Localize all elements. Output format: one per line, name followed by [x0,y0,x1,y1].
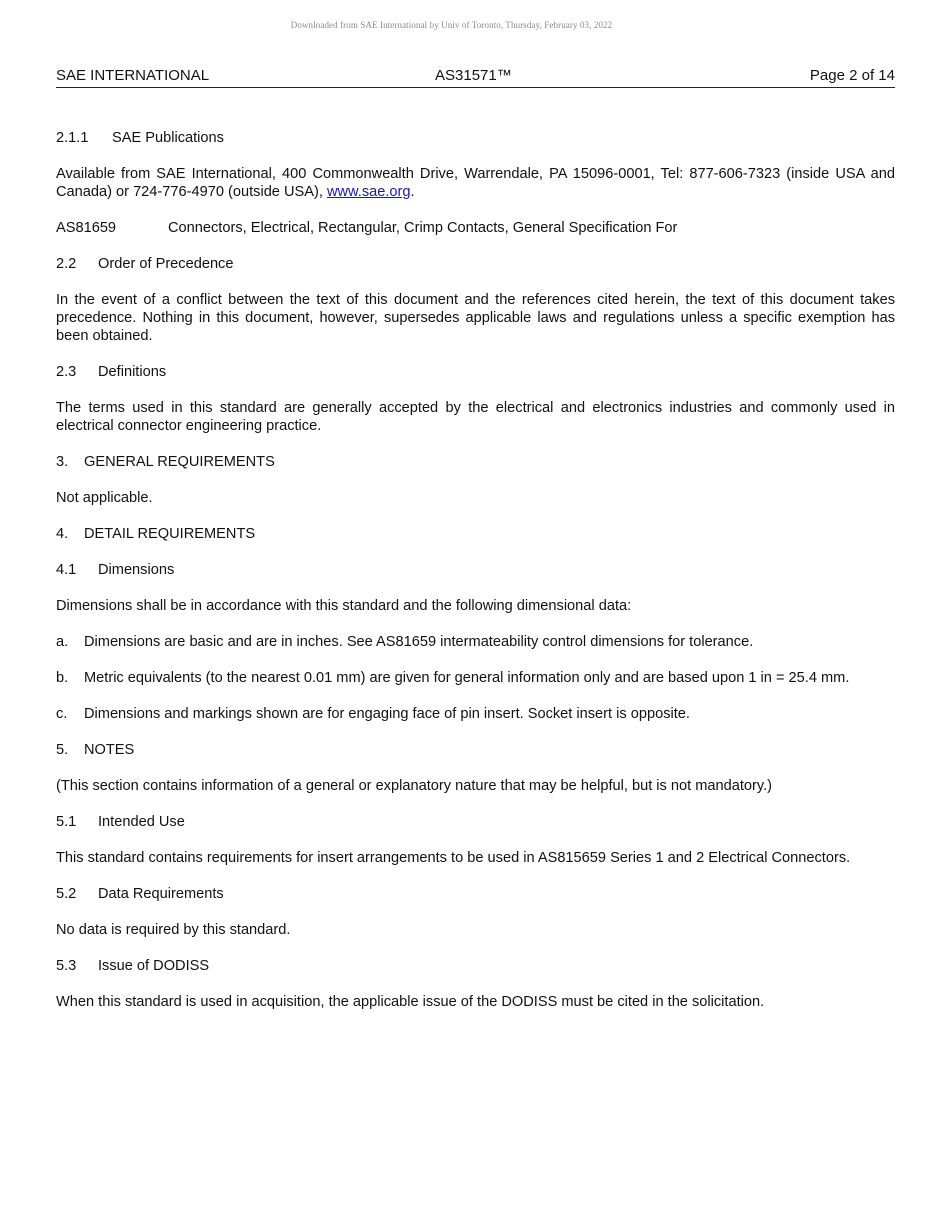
header-document-id: AS31571™ [435,67,512,84]
section-2-2-paragraph: In the event of a conflict between the text of this document and the references cited herein, the text of this document takes precedence. Nothing in this document, however, supersedes applicable laws and regulations unless a specific exemption has been obtained. [56,292,895,344]
section-title: Issue of DODISS [98,958,210,974]
list-item [56,669,895,687]
section-2-2-heading [56,255,895,273]
list-marker: c. [56,706,68,722]
section-number: 2.3 [56,364,77,380]
section-3-paragraph: Not applicable. [56,490,153,506]
reference-entry [56,219,895,237]
section-5-2-paragraph: No data is required by this standard. [56,922,291,938]
section-title: Intended Use [98,814,185,830]
section-title: DETAIL REQUIREMENTS [84,526,256,542]
section-title: Definitions [98,364,167,380]
section-2-1-1-paragraph [56,165,895,201]
section-4-1-paragraph: Dimensions shall be in accordance with this standard and the following dimensional data: [56,598,632,614]
section-number: 3. [56,454,69,470]
section-title: Dimensions [98,562,175,578]
section-4-heading [56,525,895,543]
section-title: Order of Precedence [98,256,234,272]
section-number: 5.2 [56,886,77,902]
page-header [56,67,895,88]
section-5-2-heading [56,885,895,903]
section-number: 2.2 [56,256,77,272]
section-2-3-heading [56,363,895,381]
list-marker: a. [56,634,69,650]
reference-code: AS81659 [56,220,117,236]
section-5-3-paragraph: When this standard is used in acquisition, the applicable issue of the DODISS must be cited in the solicitation. [56,994,765,1010]
sae-website-link[interactable]: www.sae.org [326,184,411,200]
download-watermark: Downloaded from SAE International by Univ of Toronto, Thursday, February 03, 2022 [290,20,613,30]
list-item [56,705,895,723]
paragraph-text-end: . [410,184,415,200]
section-4-1-heading [56,561,895,579]
section-title: SAE Publications [112,130,224,146]
section-number: 5.1 [56,814,77,830]
section-number: 4. [56,526,69,542]
list-text: Metric equivalents (to the nearest 0.01 mm) are given for general information only and are based upon 1 in = 25.4 mm. [84,670,850,686]
paragraph-text: Available from SAE International, 400 Commonwealth Drive, Warrendale, PA 15096-0001, Tel: 877-606-7323 (inside USA and Canada) or 724-776-4970 (outside USA), [56,166,895,200]
reference-title: Connectors, Electrical, Rectangular, Crimp Contacts, General Specification For [168,220,678,236]
section-title: GENERAL REQUIREMENTS [84,454,275,470]
section-2-3-paragraph: The terms used in this standard are generally accepted by the electrical and electronics industries and commonly used in electrical connector engineering practice. [56,400,895,434]
section-number: 4.1 [56,562,77,578]
list-text: Dimensions and markings shown are for engaging face of pin insert. Socket insert is opposite. [84,706,690,722]
section-5-heading [56,741,895,759]
section-title: Data Requirements [98,886,224,902]
section-number: 2.1.1 [56,130,89,146]
section-5-3-heading [56,957,895,975]
list-marker: b. [56,670,69,686]
section-5-paragraph: (This section contains information of a general or explanatory nature that may be helpful, but is not mandatory.) [56,778,773,794]
document-body [56,129,895,1029]
section-5-1-heading [56,813,895,831]
section-number: 5. [56,742,69,758]
header-page-number: Page 2 of 14 [809,67,895,84]
section-5-1-paragraph: This standard contains requirements for insert arrangements to be used in AS815659 Series 1 and 2 Electrical Connectors. [56,850,851,866]
list-item [56,633,895,651]
list-text: Dimensions are basic and are in inches. See AS81659 intermateability control dimensions for tolerance. [84,634,754,650]
section-2-1-1-heading [56,129,895,147]
section-title: NOTES [84,742,135,758]
section-3-heading [56,453,895,471]
header-organization: SAE INTERNATIONAL [56,67,210,84]
section-number: 5.3 [56,958,77,974]
